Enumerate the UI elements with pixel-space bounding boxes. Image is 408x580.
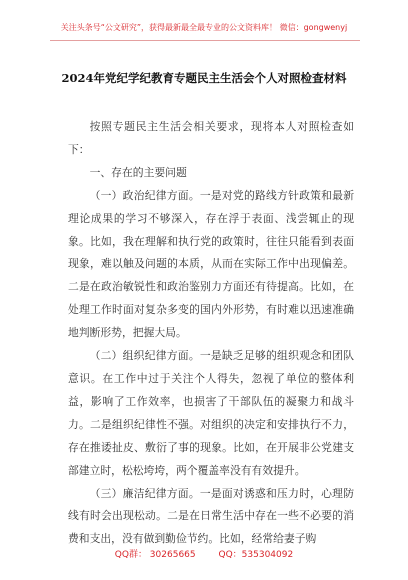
paragraph-organizational-discipline: （二）组织纪律方面。一是缺乏足够的组织观念和团队意识。在工作中过于关注个人得失，忽视了单位的整体利益，影响了工作效率，也损害了干部队伍的凝聚力和战斗力。二是组织纪律性不强。对组织的决定和安排执行不力，存在推诿扯皮、敷衍了事的现象。比如，在开展非公党建支部建立时，松松垮垮，两个覆盖率没有有效提升。: [68, 349, 354, 477]
header-divider: [50, 40, 360, 41]
section-heading: 一、存在的主要问题: [89, 165, 187, 179]
footer-contact: [0, 547, 408, 560]
paragraph-political-discipline: （一）政治纪律方面。一是对党的路线方针政策和最新理论成果的学习不够深入，存在浮于表面、浅尝辄止的现象。比如，我在理解和执行党的政策时，往往只能看到表面现象，难以触及问题的本质，从而在实际工作中出现偏差。二是在政治敏锐性和政治鉴别力方面还有待提高。比如，在处理工作时面对复杂多变的国内外形势，有时难以迅速准确地判断形势，把握大局。: [68, 188, 354, 340]
paragraph-integrity-discipline: （三）廉洁纪律方面。一是面对诱惑和压力时，心理防线有时会出现松动。二是在日常生活中存在一些不必要的消费和支出，没有做到勤俭节约。比如，经常给妻子购: [68, 486, 354, 546]
document-title: 2024年党纪学纪教育专题民主生活会个人对照检查材料: [61, 71, 347, 85]
footer-qq: QQ：535304092: [218, 550, 294, 560]
paragraph-intro: 按照专题民主生活会相关要求，现将本人对照检查如下：: [68, 120, 354, 156]
header-banner: 关注头条号“公文研究”，获得最新最全最专业的公文资料库！ 微信：gongwenyj: [60, 23, 348, 32]
footer-qq-group: QQ群： 30265665: [114, 550, 196, 560]
document-body: [68, 116, 354, 551]
